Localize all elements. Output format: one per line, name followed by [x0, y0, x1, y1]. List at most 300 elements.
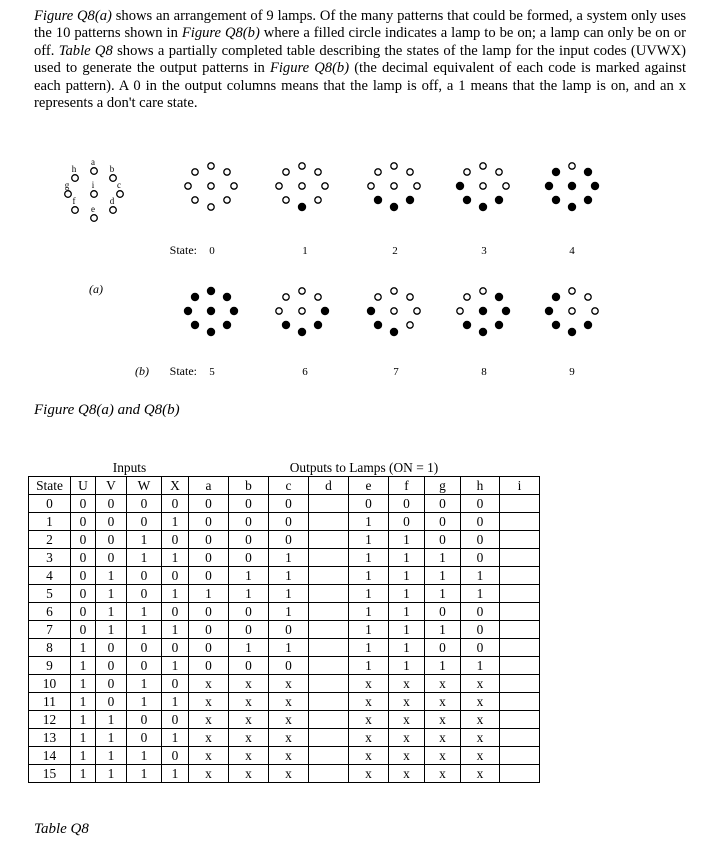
lamp-b-off	[315, 294, 321, 300]
lamp-i-off	[299, 308, 305, 314]
state-label: 3	[481, 245, 487, 257]
lamp-letter-f: f	[72, 196, 76, 206]
table-cell: 1	[389, 639, 425, 657]
table-cell: 0	[127, 513, 162, 531]
table-cell: 0	[229, 495, 269, 513]
table-cell: 0	[71, 621, 96, 639]
column-header-d: d	[309, 477, 349, 495]
table-row	[29, 657, 540, 675]
lamp-i-on	[207, 307, 215, 315]
lamp-a-off	[569, 163, 575, 169]
table-cell: 0	[189, 603, 229, 621]
lamp-c-on	[591, 182, 599, 190]
table-cell: 0	[349, 495, 389, 513]
reference-lamp-c	[117, 191, 124, 198]
table-cell: 1	[96, 729, 127, 747]
table-cell	[309, 639, 349, 657]
lamp-a-off	[480, 163, 486, 169]
table-cell: 1	[162, 549, 189, 567]
table-cell	[500, 621, 540, 639]
table-cell: 1	[96, 603, 127, 621]
lamp-b-off	[407, 169, 413, 175]
table-cell: 0	[127, 711, 162, 729]
table-cell: 0	[162, 675, 189, 693]
lamp-b-on	[495, 293, 503, 301]
table-cell: 1	[127, 549, 162, 567]
table-cell	[500, 603, 540, 621]
table-cell: 1	[29, 513, 71, 531]
lamp-g-on	[545, 307, 553, 315]
table-cell: 1	[162, 621, 189, 639]
table-cell	[500, 531, 540, 549]
table-cell: 1	[349, 567, 389, 585]
column-header-e: e	[349, 477, 389, 495]
table-cell: 1	[162, 585, 189, 603]
lamp-letter-i: i	[91, 180, 95, 190]
table-cell: 1	[269, 603, 309, 621]
lamp-d-off	[315, 197, 321, 203]
lamp-c-off	[592, 308, 598, 314]
table-row	[29, 495, 540, 513]
table-row	[29, 513, 540, 531]
table-cell: x	[349, 675, 389, 693]
table-cell: 0	[269, 495, 309, 513]
table-cell: 0	[189, 657, 229, 675]
column-header-g: g	[425, 477, 461, 495]
table-cell: x	[461, 711, 500, 729]
lamp-d-on	[223, 321, 231, 329]
state-pattern-4	[545, 163, 599, 211]
intro-figure-ref: Figure Q8(b)	[269, 60, 350, 77]
table-cell: 1	[71, 675, 96, 693]
table-cell: 0	[229, 531, 269, 549]
table-title: Table Q8	[34, 821, 89, 837]
table-cell: 0	[71, 513, 96, 531]
table-cell: 0	[71, 567, 96, 585]
table-cell: x	[389, 765, 425, 783]
table-cell: 1	[425, 567, 461, 585]
table-row	[29, 693, 540, 711]
lamp-g-off	[368, 183, 374, 189]
table-cell	[500, 495, 540, 513]
lamp-g-off	[457, 308, 463, 314]
lamp-a-off	[391, 288, 397, 294]
table-cell: x	[461, 729, 500, 747]
reference-lamp-h	[72, 175, 79, 182]
table-cell	[309, 531, 349, 549]
lamp-a-off	[391, 163, 397, 169]
reference-lamp-i	[91, 191, 98, 198]
table-cell: 0	[96, 693, 127, 711]
lamp-c-on	[321, 307, 329, 315]
lamp-letter-g: g	[64, 180, 70, 190]
lamp-b-off	[315, 169, 321, 175]
table-cell: 1	[96, 747, 127, 765]
column-header-x: X	[162, 477, 189, 495]
table-cell: 1	[389, 585, 425, 603]
lamp-f-on	[552, 196, 560, 204]
table-cell: 1	[349, 657, 389, 675]
lamp-f-on	[282, 321, 290, 329]
column-header-h: h	[461, 477, 500, 495]
table-cell: 0	[127, 657, 162, 675]
table-cell: 1	[189, 585, 229, 603]
lamp-d-on	[584, 321, 592, 329]
table-cell: x	[229, 693, 269, 711]
reference-lamp-e	[91, 215, 98, 222]
table-cell	[309, 747, 349, 765]
table-cell: 0	[229, 621, 269, 639]
table-cell: 1	[71, 729, 96, 747]
lamp-f-on	[374, 196, 382, 204]
lamp-figure	[0, 0, 706, 400]
table-cell: 6	[29, 603, 71, 621]
table-cell: 1	[127, 765, 162, 783]
reference-lamp-a	[91, 168, 98, 175]
lamp-a-off	[299, 288, 305, 294]
state-label: 6	[302, 366, 308, 378]
state-label: 4	[569, 245, 575, 257]
lamp-e-on	[568, 328, 576, 336]
column-header-w: W	[127, 477, 162, 495]
table-cell: 0	[127, 567, 162, 585]
table-cell: 1	[349, 621, 389, 639]
table-cell: x	[229, 729, 269, 747]
table-cell: 1	[96, 567, 127, 585]
table-cell: 0	[425, 639, 461, 657]
lamp-i-off	[299, 183, 305, 189]
table-row	[29, 675, 540, 693]
lamp-a-off	[208, 163, 214, 169]
table-row	[29, 531, 540, 549]
table-cell: 13	[29, 729, 71, 747]
lamp-g-off	[185, 183, 191, 189]
table-cell: 0	[229, 603, 269, 621]
table-row	[29, 711, 540, 729]
state-pattern-0	[185, 163, 237, 210]
lamp-f-off	[283, 197, 289, 203]
column-header-f: f	[389, 477, 425, 495]
lamp-i-on	[568, 182, 576, 190]
table-cell	[309, 585, 349, 603]
lamp-letter-e: e	[91, 204, 95, 214]
table-cell	[500, 585, 540, 603]
state-pattern-5	[184, 287, 238, 336]
table-cell: 1	[229, 585, 269, 603]
table-cell: x	[389, 747, 425, 765]
lamp-h-off	[283, 169, 289, 175]
table-cell: 1	[71, 747, 96, 765]
lamp-h-on	[552, 293, 560, 301]
state-prefix: State:	[169, 364, 197, 378]
table-cell: x	[389, 729, 425, 747]
intro-text: where a filled circle indicates a lamp to be on; a lamp can only be on or off.	[34, 25, 686, 59]
table-cell	[309, 621, 349, 639]
state-table	[28, 459, 540, 783]
table-cell: x	[189, 675, 229, 693]
table-cell: 0	[461, 513, 500, 531]
column-header-c: c	[269, 477, 309, 495]
table-row	[29, 765, 540, 783]
table-cell	[309, 765, 349, 783]
lamp-c-off	[503, 183, 509, 189]
intro-text: shows a partially completed table describing the states of the lamp for the input codes (UVWX) used to generate the output patterns in	[34, 42, 686, 77]
table-cell	[309, 495, 349, 513]
lamp-letter-c: c	[117, 180, 121, 190]
lamp-d-on	[314, 321, 322, 329]
table-cell: x	[461, 693, 500, 711]
table-cell: 0	[461, 639, 500, 657]
table-cell: 0	[189, 531, 229, 549]
lamp-g-on	[456, 182, 464, 190]
table-cell	[500, 729, 540, 747]
state-pattern-1	[276, 163, 328, 211]
table-cell: x	[189, 711, 229, 729]
table-cell: 1	[71, 639, 96, 657]
table-cell: x	[269, 675, 309, 693]
table-cell: 1	[269, 567, 309, 585]
table-cell: x	[425, 765, 461, 783]
state-prefix: State:	[169, 243, 197, 257]
reference-lamp-g	[65, 191, 72, 198]
table-cell: 0	[461, 549, 500, 567]
table-cell: 1	[269, 639, 309, 657]
table-cell: 1	[461, 585, 500, 603]
table-cell: x	[425, 729, 461, 747]
table-cell: 1	[425, 585, 461, 603]
lamp-b-off	[496, 169, 502, 175]
table-cell: x	[425, 675, 461, 693]
table-cell: x	[349, 747, 389, 765]
figure-caption: Figure Q8(a) and Q8(b)	[34, 402, 180, 418]
table-cell	[309, 567, 349, 585]
table-cell: 14	[29, 747, 71, 765]
intro-text: shows an arrangement of 9 lamps. Of the many patterns that could be formed, a system only uses the 10 patterns shown in	[34, 8, 686, 42]
intro-text: (the decimal equivalent of each code is marked against each pattern). A 0 in the output columns means that the lamp is off, a 1 means that the lamp is on, and an x represents a don't care state.	[34, 60, 686, 112]
table-cell: 1	[269, 585, 309, 603]
table-cell: x	[349, 729, 389, 747]
table-cell: x	[461, 765, 500, 783]
table-cell: 1	[349, 639, 389, 657]
reference-lamp-b	[110, 175, 117, 182]
state-label: 1	[302, 245, 308, 257]
table-row	[29, 621, 540, 639]
table-cell	[500, 747, 540, 765]
table-cell: x	[189, 765, 229, 783]
table-cell: 0	[162, 639, 189, 657]
table-cell: 0	[189, 549, 229, 567]
state-label: 7	[393, 366, 399, 378]
table-cell	[500, 693, 540, 711]
lamp-h-on	[552, 168, 560, 176]
table-cell: 0	[162, 711, 189, 729]
table-cell: 1	[162, 729, 189, 747]
table-cell: x	[389, 693, 425, 711]
table-cell: 0	[162, 747, 189, 765]
state-label: 0	[209, 245, 215, 257]
reference-lamp-d	[110, 207, 117, 214]
table-cell: 10	[29, 675, 71, 693]
lamp-letter-h: h	[71, 164, 77, 174]
state-pattern-8	[457, 288, 510, 336]
table-cell: 1	[96, 585, 127, 603]
lamp-d-on	[584, 196, 592, 204]
table-cell: 1	[127, 747, 162, 765]
table-cell: 1	[162, 765, 189, 783]
table-cell: 0	[461, 603, 500, 621]
table-cell: 1	[389, 549, 425, 567]
table-cell	[309, 693, 349, 711]
table-cell: 0	[425, 531, 461, 549]
table-cell	[309, 711, 349, 729]
table-cell: 1	[229, 567, 269, 585]
table-cell	[309, 549, 349, 567]
lamp-c-on	[230, 307, 238, 315]
lamp-g-off	[276, 183, 282, 189]
lamp-h-off	[192, 169, 198, 175]
table-cell: 1	[349, 603, 389, 621]
state-pattern-3	[456, 163, 509, 211]
lamp-f-on	[463, 321, 471, 329]
intro-figure-ref: Figure Q8(a)	[34, 8, 112, 24]
lamp-e-off	[208, 204, 214, 210]
table-row	[29, 603, 540, 621]
lamp-i-off	[208, 183, 214, 189]
lamp-e-on	[568, 203, 576, 211]
table-cell: 0	[189, 639, 229, 657]
table-cell	[500, 549, 540, 567]
table-cell: 0	[96, 513, 127, 531]
reference-lamp-f	[72, 207, 79, 214]
table-cell	[309, 729, 349, 747]
table-cell: 0	[461, 621, 500, 639]
lamp-f-on	[463, 196, 471, 204]
table-cell: 1	[425, 621, 461, 639]
table-cell	[500, 711, 540, 729]
table-cell: 0	[162, 603, 189, 621]
intro-table-ref: Table Q8	[58, 42, 113, 59]
inputs-group-header: Inputs	[112, 459, 147, 475]
lamp-a-off	[569, 288, 575, 294]
table-cell: 0	[189, 621, 229, 639]
column-header-i: i	[500, 477, 540, 495]
table-cell: 0	[229, 513, 269, 531]
table-cell: x	[269, 693, 309, 711]
table-cell: 0	[389, 495, 425, 513]
table-cell: 1	[127, 621, 162, 639]
table-row	[29, 639, 540, 657]
table-cell: x	[269, 729, 309, 747]
lamp-f-on	[552, 321, 560, 329]
table-row	[29, 585, 540, 603]
table-cell: 1	[461, 567, 500, 585]
table-cell: 0	[29, 495, 71, 513]
table-cell: 1	[389, 603, 425, 621]
table-cell: 1	[71, 765, 96, 783]
table-cell: 0	[189, 567, 229, 585]
lamp-e-on	[298, 203, 306, 211]
lamp-f-on	[191, 321, 199, 329]
table-cell: 0	[269, 657, 309, 675]
lamp-i-off	[391, 183, 397, 189]
table-cell: 1	[162, 513, 189, 531]
table-cell: 0	[269, 621, 309, 639]
state-pattern-6	[276, 288, 329, 336]
table-cell: 1	[127, 693, 162, 711]
table-cell: 1	[96, 765, 127, 783]
table-cell: x	[229, 675, 269, 693]
table-cell	[500, 513, 540, 531]
table-cell: 0	[162, 531, 189, 549]
table-cell: 1	[349, 585, 389, 603]
lamp-i-on	[479, 307, 487, 315]
table-cell: 0	[71, 495, 96, 513]
table-cell: 0	[189, 513, 229, 531]
reference-arrangement	[65, 157, 124, 221]
table-cell: 4	[29, 567, 71, 585]
table-cell: x	[229, 747, 269, 765]
table-cell: 0	[96, 495, 127, 513]
column-header-v: V	[96, 477, 127, 495]
table-cell: 0	[71, 549, 96, 567]
table-cell: 15	[29, 765, 71, 783]
table-cell: 0	[96, 531, 127, 549]
table-cell: x	[349, 693, 389, 711]
table-cell: 0	[127, 495, 162, 513]
lamp-g-on	[184, 307, 192, 315]
table-cell: x	[425, 711, 461, 729]
state-label: 2	[392, 245, 398, 257]
lamp-i-off	[391, 308, 397, 314]
table-cell: 1	[127, 531, 162, 549]
lamp-h-off	[464, 169, 470, 175]
lamp-h-off	[464, 294, 470, 300]
table-cell: x	[269, 765, 309, 783]
state-pattern-7	[367, 288, 420, 336]
table-cell: 1	[162, 657, 189, 675]
intro-figure-ref: Figure Q8(b)	[181, 25, 260, 42]
table-cell: 0	[189, 495, 229, 513]
lamp-d-off	[407, 322, 413, 328]
lamp-e-on	[298, 328, 306, 336]
table-cell: x	[189, 693, 229, 711]
table-row	[29, 549, 540, 567]
lamp-a-on	[207, 287, 215, 295]
lamp-g-on	[545, 182, 553, 190]
state-label: 8	[481, 366, 487, 378]
table-cell: 0	[127, 585, 162, 603]
table-cell: 1	[162, 693, 189, 711]
table-cell: 0	[71, 603, 96, 621]
table-cell: 0	[71, 585, 96, 603]
state-label: 9	[569, 366, 575, 378]
table-cell	[500, 675, 540, 693]
table-cell: 0	[269, 531, 309, 549]
lamp-d-off	[224, 197, 230, 203]
table-cell: 0	[71, 531, 96, 549]
table-cell: 0	[96, 549, 127, 567]
table-cell: 1	[349, 549, 389, 567]
table-cell: 8	[29, 639, 71, 657]
lamp-h-off	[375, 294, 381, 300]
lamp-g-off	[276, 308, 282, 314]
table-cell	[309, 675, 349, 693]
table-cell: 12	[29, 711, 71, 729]
column-header-u: U	[71, 477, 96, 495]
lamp-c-off	[414, 308, 420, 314]
table-cell	[309, 513, 349, 531]
table-cell: x	[269, 747, 309, 765]
